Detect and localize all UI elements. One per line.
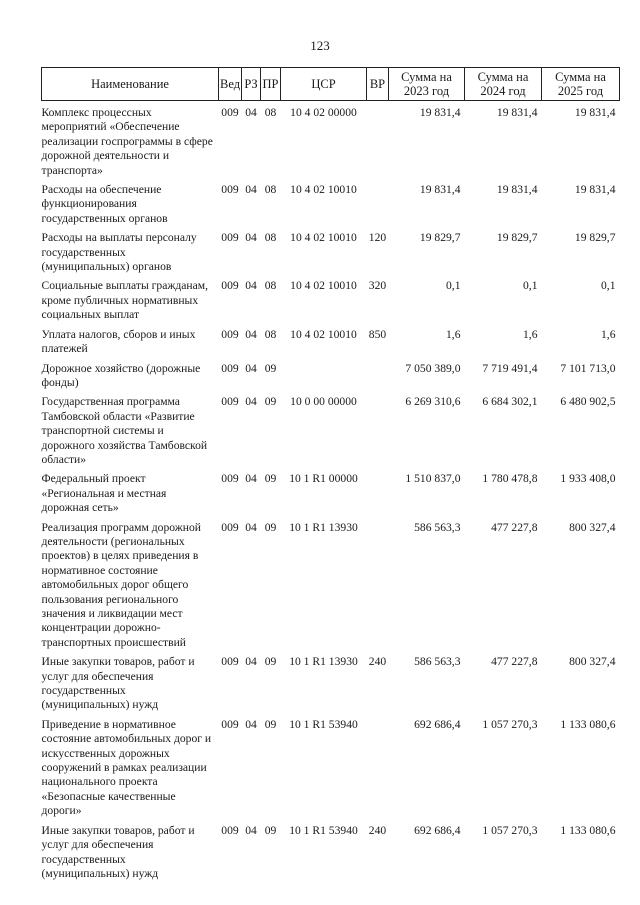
row-csr: 10 1 R1 53940 [289, 717, 358, 731]
row-sum-2023: 19 829,7 [419, 231, 461, 245]
row-sum-2023: 692 686,4 [414, 717, 461, 731]
row-rz: 04 [245, 106, 257, 119]
row-rz: 04 [245, 279, 257, 293]
row-pr: 08 [264, 327, 277, 341]
header-vr: ВР [367, 68, 389, 101]
table-row [42, 650, 620, 713]
row-name: Иные закупки товаров, работ и услуг для обеспечения государственных (муниципальных) нужд [41, 823, 195, 880]
row-ved: 009 [221, 361, 239, 375]
row-pr: 09 [264, 655, 277, 669]
table-row [42, 516, 620, 651]
row-name: Уплата налогов, сборов и иных платежей [41, 327, 196, 356]
row-sum-2024: 1 780 478,8 [482, 472, 538, 486]
row-sum-2023: 586 563,3 [414, 655, 461, 669]
row-sum-2023: 6 269 310,6 [405, 395, 461, 409]
row-sum-2023: 1,6 [446, 327, 461, 341]
row-vr: 240 [368, 655, 387, 669]
row-pr: 09 [264, 717, 277, 731]
row-sum-2023: 19 831,4 [419, 183, 461, 197]
header-sum-2024-line1: Сумма на [477, 70, 529, 84]
header-sum-2024 [465, 68, 542, 101]
row-sum-2025: 800 327,4 [569, 520, 616, 534]
row-sum-2025: 1 933 408,0 [560, 472, 616, 486]
row-csr: 10 4 02 10010 [290, 327, 357, 341]
table-row [42, 467, 620, 515]
header-sum-2025-line1: Сумма на [555, 70, 606, 84]
row-pr: 09 [264, 472, 277, 486]
row-csr: 10 1 R1 53940 [289, 823, 358, 837]
row-csr: 10 4 02 00000 [290, 106, 357, 119]
table-row [42, 101, 620, 179]
row-sum-2024: 6 684 302,1 [482, 395, 538, 409]
row-vr [367, 390, 389, 467]
row-name: Государственная программа Тамбовской области «Развитие транспортной системы и дорожного хозяйства Тамбовской области» [41, 395, 208, 466]
row-ved: 009 [221, 472, 239, 486]
table-row [42, 226, 620, 274]
row-vr [367, 467, 389, 515]
row-sum-2025: 7 101 713,0 [560, 361, 616, 375]
table-row [42, 323, 620, 357]
table-row [42, 274, 620, 322]
row-ved: 009 [221, 279, 239, 293]
row-pr: 09 [264, 361, 277, 375]
row-vr [367, 516, 389, 651]
header-sum-2025 [542, 68, 620, 101]
row-csr [281, 357, 367, 391]
row-rz: 04 [245, 395, 257, 409]
table-row [42, 178, 620, 226]
row-sum-2024: 477 227,8 [491, 520, 538, 534]
page-number: 123 [310, 38, 330, 53]
header-rz: РЗ [242, 68, 261, 101]
row-name: Федеральный проект «Региональная и местная дорожная сеть» [41, 472, 167, 515]
row-sum-2024: 19 831,4 [496, 183, 538, 197]
header-sum-2023-line1: Сумма на [401, 70, 452, 84]
row-name: Социальные выплаты гражданам, кроме публичных нормативных социальных выплат [41, 279, 208, 322]
header-csr: ЦСР [281, 68, 367, 101]
row-sum-2023: 7 050 389,0 [405, 361, 461, 375]
row-sum-2024: 19 831,4 [496, 106, 538, 119]
row-sum-2023: 1 510 837,0 [405, 472, 461, 486]
header-sum-2023-line2: 2023 год [403, 84, 450, 98]
row-pr: 09 [264, 520, 277, 534]
row-ved: 009 [221, 655, 239, 669]
header-sum-2023 [389, 68, 465, 101]
row-sum-2025: 6 480 902,5 [560, 395, 616, 409]
row-rz: 04 [245, 183, 257, 197]
row-rz: 04 [245, 327, 257, 341]
row-csr: 10 4 02 10010 [290, 231, 357, 245]
row-sum-2025: 1 133 080,6 [560, 823, 616, 837]
row-name: Дорожное хозяйство (дорожные фонды) [41, 361, 201, 389]
row-ved: 009 [221, 106, 239, 119]
row-sum-2024: 1 057 270,3 [482, 717, 538, 731]
row-rz: 04 [245, 823, 257, 837]
table-row [42, 819, 620, 882]
row-sum-2023: 0,1 [446, 279, 461, 293]
row-rz: 04 [245, 655, 257, 669]
table-header-row [42, 68, 620, 101]
row-ved: 009 [221, 231, 239, 245]
row-name: Реализация программ дорожной деятельности (региональных проектов) в целях приведения в нормативное состояние автомобильных дорог общего пользования регионального значения и ликвидации мест концентрации дорожно-транспортных происшествий [41, 520, 201, 649]
row-ved: 009 [221, 395, 239, 409]
row-vr [367, 178, 389, 226]
row-pr: 09 [264, 395, 277, 409]
row-sum-2024: 1 057 270,3 [482, 823, 538, 837]
row-csr: 10 4 02 10010 [290, 183, 357, 197]
row-sum-2024: 0,1 [523, 279, 538, 293]
row-vr: 850 [368, 327, 387, 341]
row-ved: 009 [221, 717, 239, 731]
row-sum-2025: 19 831,4 [574, 106, 616, 119]
row-rz: 04 [245, 520, 257, 534]
row-sum-2025: 800 327,4 [569, 655, 616, 669]
row-sum-2024: 1,6 [523, 327, 538, 341]
row-sum-2023: 19 831,4 [419, 106, 461, 119]
row-rz: 04 [245, 717, 257, 731]
row-sum-2025: 19 831,4 [574, 183, 616, 197]
table-row [42, 713, 620, 819]
budget-table [41, 67, 620, 881]
row-sum-2023: 586 563,3 [414, 520, 461, 534]
row-vr [367, 357, 389, 391]
header-ved: Вед [219, 68, 242, 101]
row-pr: 08 [264, 183, 277, 197]
row-csr: 10 1 R1 13930 [289, 655, 358, 669]
row-csr: 10 1 R1 13930 [289, 520, 358, 534]
row-sum-2025: 1 133 080,6 [560, 717, 616, 731]
row-ved: 009 [221, 823, 239, 837]
header-sum-2025-line2: 2025 год [557, 84, 604, 98]
row-rz: 04 [245, 472, 257, 486]
row-sum-2025: 19 829,7 [574, 231, 616, 245]
row-rz: 04 [245, 231, 257, 245]
row-vr: 240 [368, 823, 387, 837]
row-name: Расходы на обеспечение функционирования государственных органов [41, 183, 168, 225]
row-vr [367, 101, 389, 179]
row-vr: 320 [368, 279, 387, 293]
header-name: Наименование [42, 68, 219, 101]
row-name: Приведение в нормативное состояние автомобильных дорог и искусственных дорожных сооружений в рамках реализации национального проекта «Безопасные качественные дороги» [41, 717, 212, 818]
row-vr [367, 713, 389, 819]
row-pr: 08 [264, 231, 277, 245]
row-ved: 009 [221, 327, 239, 341]
row-sum-2025: 1,6 [601, 327, 616, 341]
row-sum-2023: 692 686,4 [414, 823, 461, 837]
row-ved: 009 [221, 520, 239, 534]
row-csr: 10 1 R1 00000 [289, 472, 358, 486]
row-csr: 10 0 00 00000 [290, 395, 357, 409]
row-vr: 120 [368, 231, 387, 245]
row-sum-2024: 477 227,8 [491, 655, 538, 669]
header-sum-2024-line2: 2024 год [480, 84, 526, 98]
row-csr: 10 4 02 10010 [290, 279, 357, 293]
row-pr: 08 [264, 106, 277, 119]
row-name: Расходы на выплаты персоналу государственных (муниципальных) органов [41, 231, 197, 274]
table-row [42, 390, 620, 467]
table-row [42, 357, 620, 391]
row-sum-2024: 7 719 491,4 [482, 361, 538, 375]
row-rz: 04 [245, 361, 257, 375]
row-pr: 09 [264, 823, 277, 837]
row-name: Иные закупки товаров, работ и услуг для обеспечения государственных (муниципальных) нужд [41, 655, 195, 712]
row-name: Комплекс процессных мероприятий «Обеспечение реализации госпрограммы в сфере дорожной деятельности и транспорта» [41, 106, 213, 177]
row-pr: 08 [264, 279, 277, 293]
row-sum-2025: 0,1 [601, 279, 616, 293]
row-ved: 009 [221, 183, 239, 197]
header-pr: ПР [261, 68, 281, 101]
row-sum-2024: 19 829,7 [496, 231, 538, 245]
